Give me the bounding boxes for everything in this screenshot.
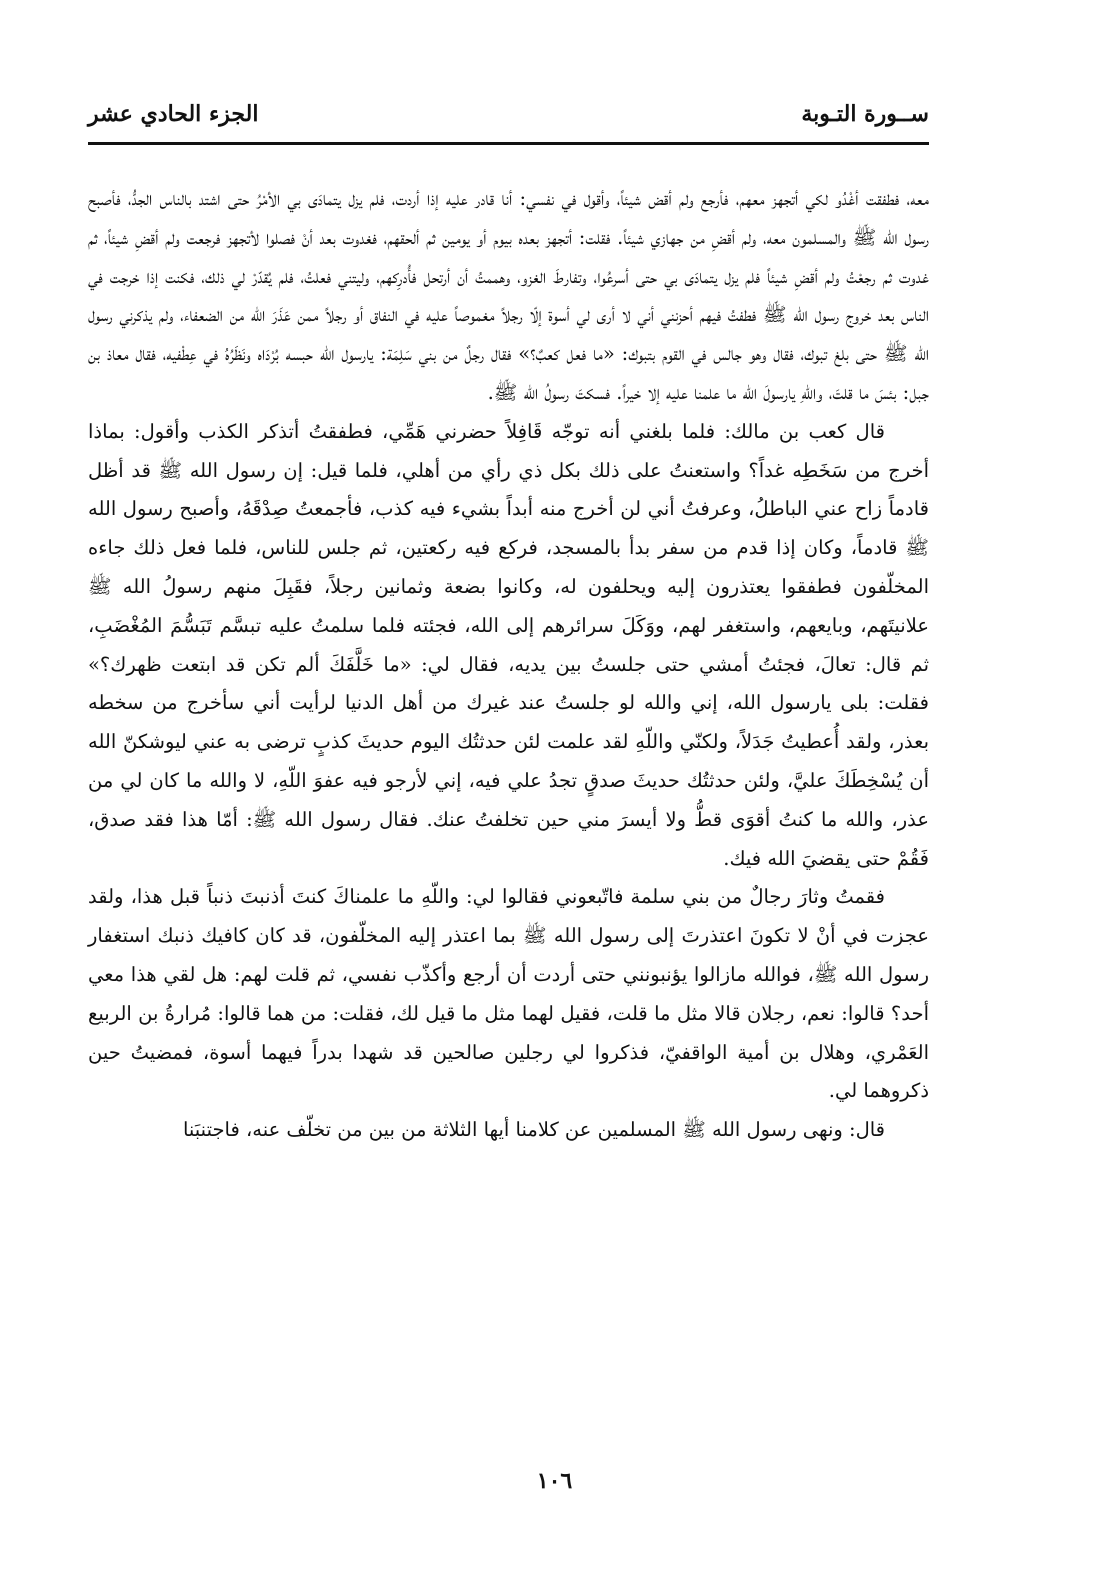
paragraph: معه، فطفقت أغْدُو لكي أتجهز معهم، فأرجع ولم أقض شيئاً، وأقول في نفسي: أنا قادر عليه إذا أردت، فلم يزل يتمادَى بي الأمْرُ حتى اشتد بالناس الجدُّ، فأصبح رسول الله ﷺ والمسلمون معه، ولم أقضِ من جهازي شيئاً. فقلت: أتجهز بعده بيوم أو يومين ثم ألحقهم، فغدوت بعد أنْ فصلوا لأتجهز فرجعت ولم أقضِ شيئاً، ثم غدوت ثم رجعْتُ ولم أقضِ شيئاً فلم يزل يتمادَى بي حتى أسرعُوا، وتفارطَ الغزو، وهممتُ أن أرتحل فأُدرِكهم، وليتني فعلتُ، فلم يُقدّرْ لي ذلك، فكنت إذا خرجت في الناس بعد خروج رسول الله ﷺ فطفتُ فيهم أحزنني أني لا أرى لي أسوة إلّا رجلاً مغموصاً عليه في النفاق أو رجلاً ممن عَذَرَ الله من الضعفاء، ولم يذكرني رسول الله ﷺ حتى بلغ تبوك، فقال وهو جالس في القوم بتبوك: «ما فعل كعبٌ؟» فقال رجلٌ من بني سَلِمَة: يارسول الله حبسه بُرْدَاه ونَظَرُهُ في عِطْفيه، فقال معاذ بن جبل: بئسَ ما قلتَ، واللّهِ يارسولَ الله ما علمنا عليه إلا خيراً. فسكتَ رسولُ الله ﷺ.: [88, 187, 929, 404]
paragraph: قال: ونهى رسول الله ﷺ المسلمين عن كلامنا أيها الثلاثة من بين من تخلّف عنه، فاجتنبَنا: [182, 1118, 885, 1142]
paragraph: قال كعب بن مالك: فلما بلغني أنه توجّه قَافِلاً حضرني هَمِّي، فطفقتُ أتذكر الكذب وأقول: بماذا أخرج من سَخَطِه غداً؟ واستعنتُ على ذلك بكل ذي رأي من أهلي، فلما قيل: إن رسول الله ﷺ قد أظل قادماً زاح عني الباطلُ، وعرفتُ أني لن أخرج منه أبداً بشيء فيه كذب، فأجمعتُ صِدْقَهُ، وأصبح رسول الله ﷺ قادماً، وكان إذا قدم من سفر بدأ بالمسجد، فركع فيه ركعتين، ثم جلس للناس، فلما فعل ذلك جاءه المخلّفون فطفقوا يعتذرون إليه ويحلفون له، وكانوا بضعة وثمانين رجلاً، فقَبِلَ منهم رسولُ الله ﷺ علانيتَهم، وبايعهم، واستغفر لهم، ووَكَلَ سرائرهم إلى الله، فجئته فلما سلمتُ عليه تبسَّم تَبَسُّمَ المُغْضَبِ، ثم قال: تعالَ، فجئتُ أمشي حتى جلستُ بين يديه، فقال لي: «ما خَلَّفَكَ ألم تكن قد ابتعت ظهرك؟» فقلت: بلى يارسول الله، إني والله لو جلستُ عند غيرك من أهل الدنيا لرأيت أني سأخرج من سخطه بعذر، ولقد أُعطيتُ جَدَلاً، ولكنّي واللّهِ لقد علمت لئن حدثتُك اليوم حديثَ كذبٍ ترضى به عني ليوشكنّ الله أن يُسْخِطَكَ عليَّ، ولئن حدثتُك حديثَ صدقٍ تجدُ علي فيه، إني لأرجو فيه عفوَ اللّهِ، لا والله ما كان لي من عذر، والله ما كنتُ أقوَى قطُّ ولا أيسرَ مني حين تخلفتُ عنك. فقال رسول الله ﷺ: أمّا هذا فقد صدق، فَقُمْ حتى يقضيَ الله فيك.: [88, 419, 929, 870]
surah-title: ســورة التـوبة: [801, 101, 929, 127]
part-title: الجزء الحادي عشر: [88, 101, 259, 127]
running-header: [88, 96, 929, 132]
header-rule: [88, 142, 929, 145]
page-number: ١٠٦: [536, 1468, 573, 1494]
main-text: [88, 180, 929, 1150]
paragraph: فقمتُ وثارَ رجالٌ من بني سلمة فاتّبعوني فقالوا لي: واللّهِ ما علمناكَ كنتَ أذنبتَ ذنباً قبل هذا، ولقد عجزت في أنْ لا تكونَ اعتذرتَ إلى رسول الله ﷺ بما اعتذر إليه المخلّفون، قد كان كافيك ذنبك استغفار رسول الله ﷺ، فوالله مازالوا يؤنبونني حتى أردت أن أرجع وأكذّب نفسي، ثم قلت لهم: هل لقي هذا معي أحد؟ قالوا: نعم، رجلان قالا مثل ما قلت، فقيل لهما مثل ما قيل لك، فقلت: من هما قالوا: مُرارةُ بن الربيع العَمْري، وهلال بن أمية الواقفيّ، فذكروا لي رجلين صالحين قد شهدا بدراً فيهما أسوة، فمضيتُ حين ذكروهما لي.: [88, 885, 929, 1103]
